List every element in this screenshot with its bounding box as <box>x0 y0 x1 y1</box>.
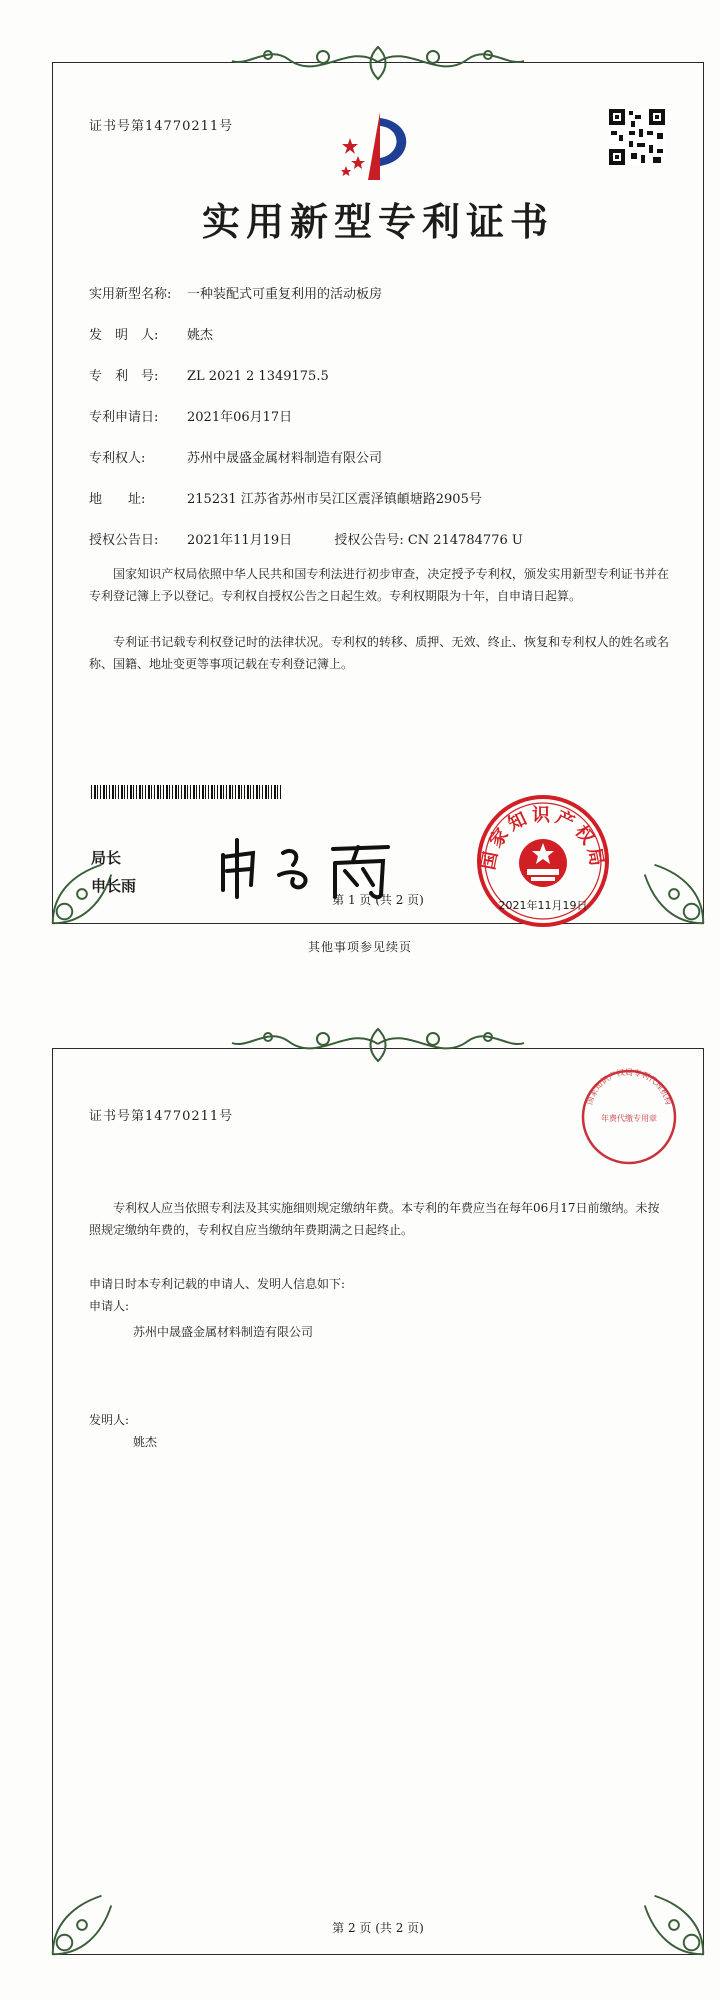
certificate-page-2 <box>52 1048 704 1955</box>
top-ornament <box>228 37 528 87</box>
patentee: 专利权人: 苏州中晟盛金属材料制造有限公司 <box>89 451 383 466</box>
utility-model-name: 实用新型名称: 一种装配式可重复利用的活动板房 <box>89 287 383 302</box>
applicant-label: 申请人: <box>89 1299 130 1313</box>
annual-fee-statement: 专利权人应当依照专利法及其实施细则规定缴纳年费。本专利的年费应当在每年06月17日前缴纳。未按照规定缴纳年费的，专利权自应当缴纳年费期满之日起终止。 <box>89 1201 660 1237</box>
top-ornament <box>228 1019 528 1069</box>
svg-text:年费代缴专用章: 年费代缴专用章 <box>601 1114 657 1123</box>
certificate-page-1 <box>52 62 704 924</box>
page-number: 第 2 页 (共 2 页) <box>332 1921 424 1935</box>
grant-info: 授权公告日: 2021年11月19日 授权公告号: CN 214784776 U <box>89 533 523 548</box>
address: 地 址: 215231 江苏省苏州市吴江区震泽镇頔塘路2905号 <box>89 492 482 507</box>
barcode <box>91 785 283 799</box>
page-number: 第 1 页 (共 2 页) <box>332 893 424 907</box>
register-statement: 专利证书记载专利权登记时的法律状况。专利权的转移、质押、无效、终止、恢复和专利权人的姓名或名称、国籍、地址变更等事项记载在专利登记簿上。 <box>89 635 669 671</box>
commissioner-title: 局长 <box>91 849 122 867</box>
agency-stamp <box>579 1067 679 1167</box>
info-intro: 申请日时本专利记载的申请人、发明人信息如下: <box>89 1277 346 1291</box>
inventor-value: 姚杰 <box>133 1435 158 1449</box>
certificate-title: 实用新型专利证书 <box>201 199 554 244</box>
filing-date: 专利申请日: 2021年06月17日 <box>89 410 293 425</box>
patent-number: 专 利 号: ZL 2021 2 1349175.5 <box>89 369 329 384</box>
inventor: 发 明 人: 姚杰 <box>89 328 214 343</box>
official-seal <box>473 791 613 931</box>
inventor-label: 发明人: <box>89 1413 130 1427</box>
continuation-note: 其他事项参见续页 <box>307 940 412 954</box>
svg-text:国家知识产权局专利代理机构: 国家知识产权局专利代理机构 <box>584 1067 674 1106</box>
certificate-number: 证书号第14770211号 <box>89 1109 234 1124</box>
svg-text:国家知识产权局: 国家知识产权局 <box>478 805 608 872</box>
applicant-value: 苏州中晟盛金属材料制造有限公司 <box>133 1325 314 1339</box>
grant-statement: 国家知识产权局依照中华人民共和国专利法进行初步审查，决定授予专利权，颁发实用新型专利证书并在专利登记簿上予以登记。专利权自授权公告之日起生效。专利权期限为十年，自申请日起算。 <box>89 567 669 603</box>
cnipa-logo-icon <box>336 108 416 188</box>
commissioner-name: 申长雨 <box>91 877 137 895</box>
qr-code <box>609 109 665 165</box>
svg-text:2021年11月19日: 2021年11月19日 <box>498 899 588 912</box>
certificate-number: 证书号第14770211号 <box>89 119 234 134</box>
